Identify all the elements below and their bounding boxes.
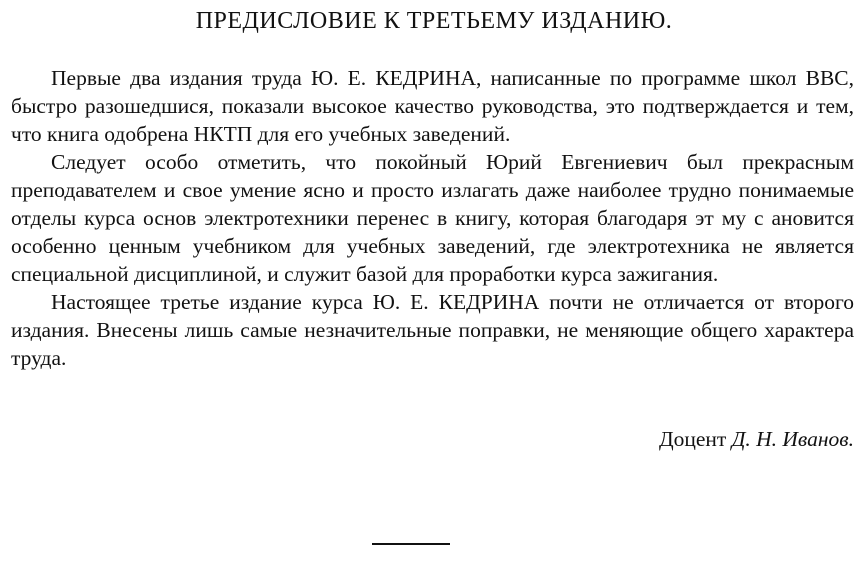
signature-name: Д. Н. Иванов. bbox=[731, 427, 854, 451]
section-divider bbox=[372, 543, 450, 545]
paragraph-2: Следует особо отметить, что покойный Юрий Евгениевич был прекрасным преподавателем и свое умение ясно и просто излагать даже наиболее трудно понимаемые отделы курса основ электротехники перенес в книгу, которая благодаря эт му с ановится особенно ценным учебником для учебных заведений, где электротехника не является специальной дисциплиной, и служит базой для проработки курса зажигания. bbox=[11, 150, 854, 286]
paragraph-1: Первые два издания труда Ю. Е. КЕДРИНА, написанные по программе школ ВВС, быстро разошедшися, показали высокое качество руководства, это подтверждается и тем, что книга одобрена НКТП для его учебных заведений. bbox=[11, 66, 854, 146]
page-title: ПРЕДИСЛОВИЕ К ТРЕТЬЕМУ ИЗДАНИЮ. bbox=[195, 8, 673, 34]
signature-position: Доцент bbox=[658, 427, 727, 451]
signature bbox=[659, 425, 854, 453]
paragraph-3: Настоящее третье издание курса Ю. Е. КЕДРИНА почти не отличается от второго издания. Внесены лишь самые незначительные поправки, не меняющие общего характера труда. bbox=[11, 290, 854, 370]
preface-body bbox=[11, 64, 854, 372]
